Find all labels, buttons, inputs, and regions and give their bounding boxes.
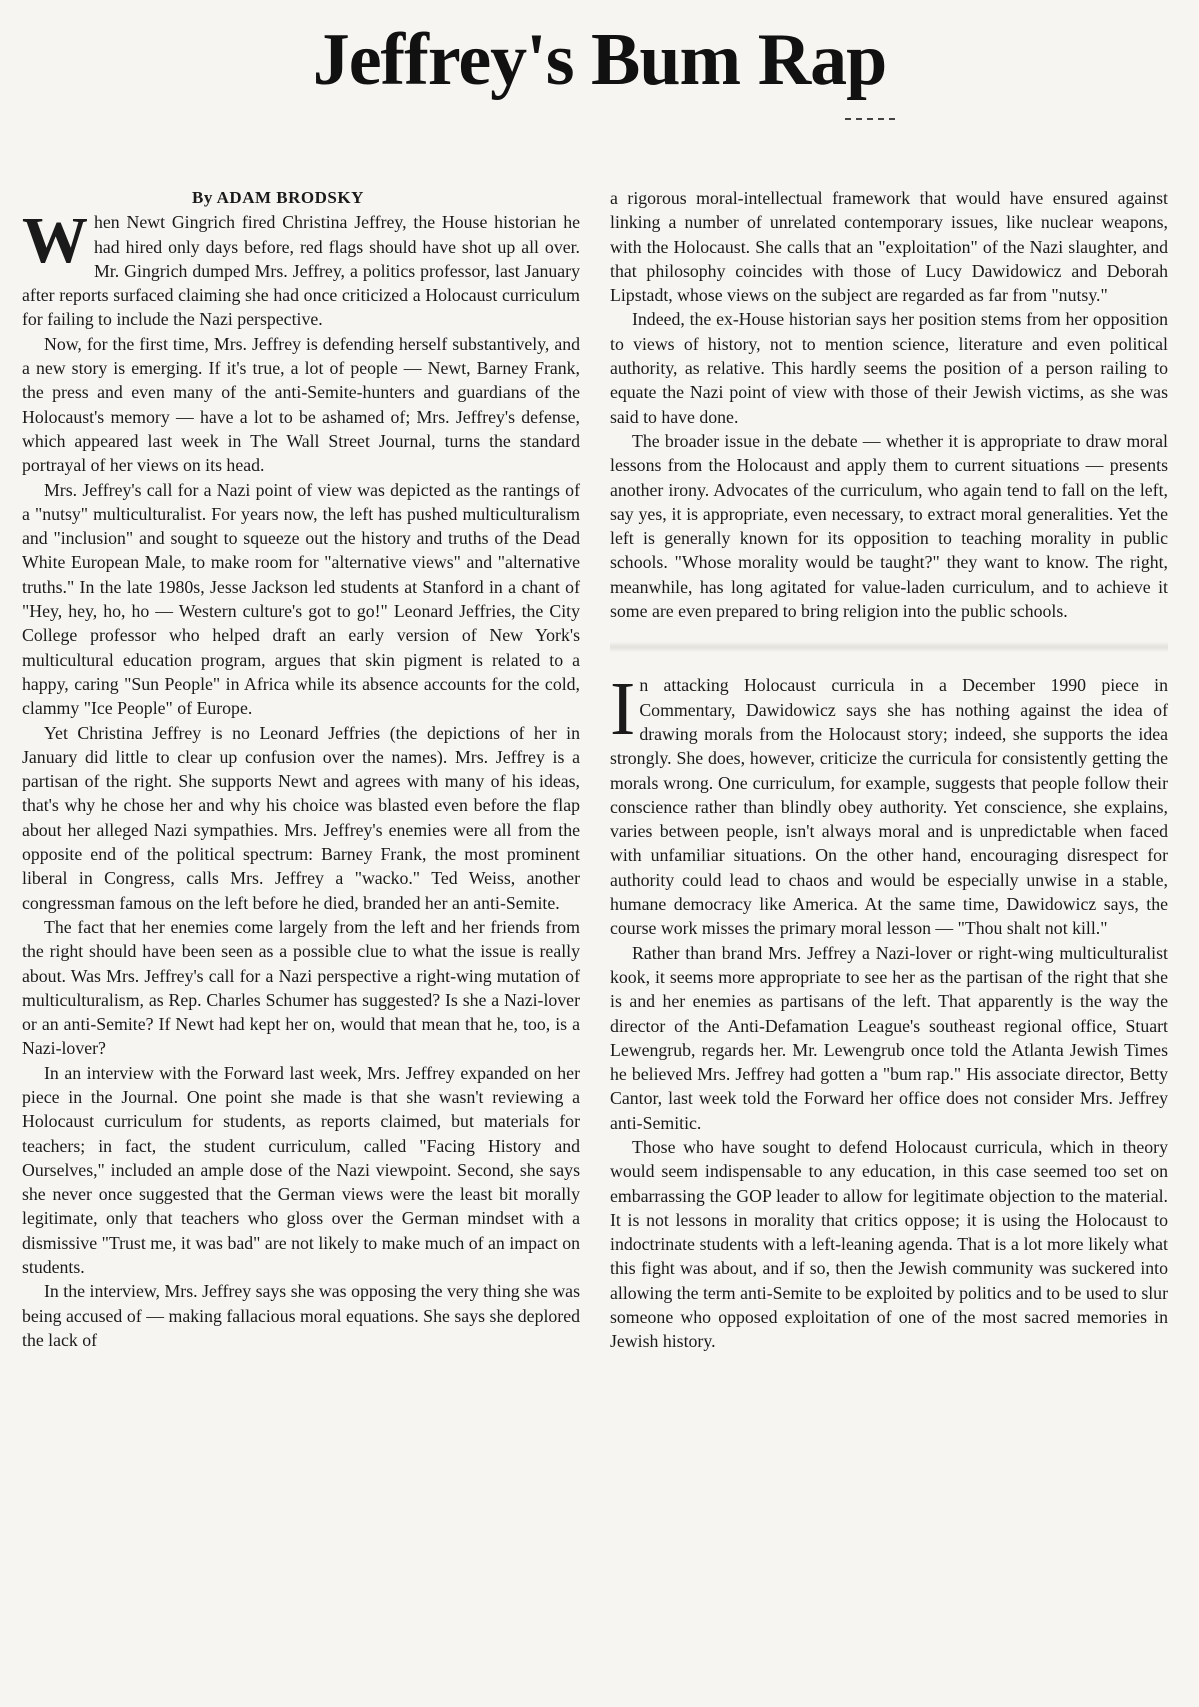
byline: By ADAM BRODSKY [192, 188, 364, 207]
paragraph: The fact that her enemies come largely from the left and her friends from the right should have been seen as a possible clue to what the issue is really about. Was Mrs. Jeffrey's call for a Nazi perspective a right-wing mutation of multiculturalism, as Rep. Charles Schumer has suggested? Is she a Nazi-lover or an anti-Semite? If Newt had kept her on, would that mean that he, too, is a Nazi-lover? [22, 916, 580, 1059]
headline-underline [845, 118, 895, 120]
paragraph: Yet Christina Jeffrey is no Leonard Jeffries (the depictions of her in January did little to clear up confusion over the names). Mrs. Jeffrey is a partisan of the right. She supports Newt and agrees with many of his ideas, that's why he chose her and why his choice was blasted even before the flap about her alleged Nazi sympathies. Mrs. Jeffrey's enemies were all from the opposite end of the political spectrum: Barney Frank, the most prominent liberal in Congress, calls Mrs. Jeffrey a "wacko." Ted Weiss, another congressman famous on the left before he died, branded her an anti-Semite. [22, 722, 580, 913]
paragraph: Mrs. Jeffrey's call for a Nazi point of view was depicted as the rantings of a "nutsy" multiculturalist. For years now, the left has pushed multiculturalism and "inclusion" and sought to squeeze out the history and truths of the Dead White European Male, to make room for "alternative views" and "alternative truths." In the late 1980s, Jesse Jackson led students at Stanford in a chant of "Hey, hey, ho, ho — Western culture's got to go!" Leonard Jeffries, the City College professor who helped draft an early version of New York's multicultural education program, argues that skin pigment is related to a happy, caring "Sun People" in Africa while its absence accounts for the cold, clammy "Ice People" of Europe. [22, 479, 580, 719]
headline: Jeffrey's Bum Rap [312, 19, 887, 101]
section-break [610, 629, 1168, 665]
paragraph: In the interview, Mrs. Jeffrey says she was opposing the very thing she was being accused of — making fallacious moral equations. She says she deplored the lack of [22, 1281, 580, 1350]
left-column [22, 186, 580, 1352]
lead-paragraph [22, 204, 580, 331]
drop-cap-w: W [22, 204, 88, 278]
section-lead-paragraph [610, 667, 1168, 940]
paragraph: Those who have sought to defend Holocaust curricula, which in theory would seem indispensable to any education, in this case seemed too set on embarrassing the GOP leader to allow for legitimate objection to the material. It is not lessons in morality that critics oppose; it is using the Holocaust to indoctrinate students with a left-leaning agenda. That is a lot more likely what this fight was about, and if so, then the Jewish community was suckered into allowing the term anti-Semite to be exploited by politics and to be used to slur someone who opposed exploitation of one of the most sacred memories in Jewish history. [610, 1136, 1168, 1352]
drop-cap-i: I [610, 667, 636, 752]
paragraph: Rather than brand Mrs. Jeffrey a Nazi-lover or right-wing multiculturalist kook, it seems more appropriate to see her as the partisan of the right that she is and her enemies as partisans of the left. That apparently is the way the director of the Anti-Defamation League's southeast regional office, Stuart Lewengrub, regards her. Mr. Lewengrub once told the Atlanta Jewish Times he believed Mrs. Jeffrey had gotten a "bum rap." His associate director, Betty Cantor, last week told the Forward her office does not consider Mrs. Jeffrey anti-Semitic. [610, 942, 1168, 1133]
paragraph: The broader issue in the debate — whether it is appropriate to draw moral lessons from the Holocaust and apply them to current situations — presents another irony. Advocates of the curriculum, who again tend to fall on the left, say yes, it is appropriate, even necessary, to extract moral generalities. Yet the left is generally known for its opposition to teaching morality in public schools. "Whose morality would be taught?" they want to know. The right, meanwhile, has long agitated for value-laden curriculum, and to achieve it some are even prepared to bring religion into the public schools. [610, 430, 1168, 622]
section-lead-text: n attacking Holocaust curricula in a December 1990 piece in Commentary, Dawidowicz says she has nothing against the idea of drawing morals from the Holocaust story; indeed, she supports the idea strongly. She does, however, criticize the curricula for consistently getting the morals wrong. One curriculum, for example, suggests that people follow their conscience rather than blindly obey authority. Yet conscience, she explains, varies between people, isn't always moral and is unpredictable when faced with unfamiliar situations. On the other hand, encouraging disrespect for authority could lead to chaos and would be especially unwise in a stable, humane democracy like America. At the same time, Dawidowicz says, the course work misses the primary moral lesson — "Thou shalt not kill." [610, 675, 1168, 939]
continuation-paragraph: a rigorous moral-intellectual framework that would have ensured against linking a number of unrelated contemporary issues, like nuclear weapons, with the Holocaust. She calls that an "exploitation" of the Nazi slaughter, and that philosophy coincides with those of Lucy Dawidowicz and Deborah Lipstadt, whose views on the subject are regarded as far from "nutsy." [610, 188, 1168, 306]
paragraph: Now, for the first time, Mrs. Jeffrey is defending herself substantively, and a new story is emerging. If it's true, a lot of people — Newt, Barney Frank, the press and even many of the anti-Semite-hunters and guardians of the Holocaust's memory — have a lot to be ashamed of; Mrs. Jeffrey's defense, which appeared last week in The Wall Street Journal, turns the standard portrayal of her views on its head. [22, 333, 580, 476]
paragraph: Indeed, the ex-House historian says her position stems from her opposition to views of history, not to mention science, literature and even political authority, as relative. This hardly seems the position of a person railing to equate the Nazi point of view with those of their Jewish victims, as she was said to have done. [610, 309, 1168, 427]
paragraph: In an interview with the Forward last week, Mrs. Jeffrey expanded on her piece in the Journal. One point she made is that she wasn't reviewing a Holocaust curriculum for students, as reports claimed, but materials for teachers; in fact, the student curriculum, called "Facing History and Ourselves," included an ample dose of the Nazi viewpoint. Second, she says she never once suggested that the German views were the least bit morally legitimate, only that teachers who gloss over the German mindset with a dismissive "Trust me, it was bad" are not likely to make much of an impact on students. [22, 1062, 580, 1278]
right-column [610, 186, 1168, 1354]
lead-paragraph-text: hen Newt Gingrich fired Christina Jeffrey, the House historian he had hired only days before, red flags should have shot up all over. Mr. Gingrich dumped Mrs. Jeffrey, a politics professor, last January after reports surfaced claiming she had once criticized a Holocaust curriculum for failing to include the Nazi perspective. [22, 212, 580, 330]
